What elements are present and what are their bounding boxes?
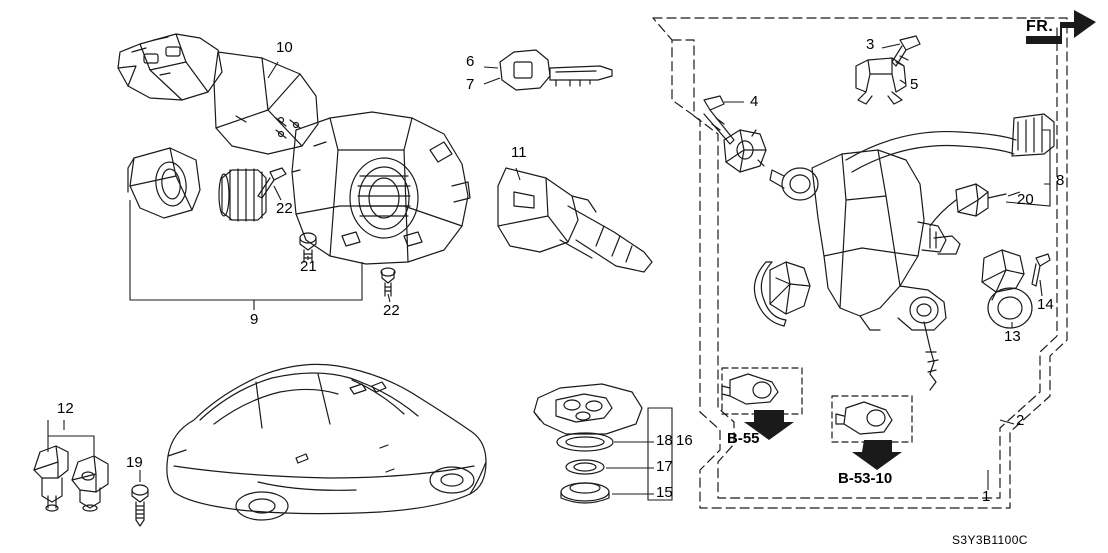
combination-switch-body [214,52,318,154]
steering-column-cover [128,148,200,218]
remote-cover [561,483,609,503]
callout-6: 6 [466,53,475,70]
wiper-switch-lever [498,168,652,272]
bracket-5 [856,58,906,104]
vehicle-outline [167,364,486,520]
callout-19: 19 [126,454,143,471]
callout-18: 18 [656,432,673,449]
reference-arrow-b5310 [852,440,902,470]
clamp-collar-upper [724,130,766,172]
callout-2: 2 [1016,412,1025,429]
cable-reel-body [292,112,470,264]
latch-switch-a [34,446,68,511]
reference-label-b53-10: B-53-10 [838,470,893,487]
immobilizer-ring-13 [982,250,1032,328]
callout-5: 5 [910,76,919,93]
callout-17: 17 [656,458,673,475]
front-direction-label: FR. [1026,18,1054,35]
remote-case-back [557,433,613,451]
keyless-remote [534,384,642,434]
callout-12: 12 [57,400,74,417]
ignition-key [500,50,612,90]
callout-13: 13 [1004,328,1021,345]
callout-9: 9 [250,311,259,328]
callout-7: 7 [466,76,475,93]
screw-22-lower [381,268,395,296]
callout-4: 4 [750,93,759,110]
bolt-3 [892,36,920,66]
callout-22-upper: 22 [276,200,293,217]
callout-16: 16 [676,432,693,449]
latch-switch-b [72,456,108,511]
remote-battery [566,460,604,474]
callout-8: 8 [1056,172,1065,189]
callout-1: 1 [982,488,991,505]
callout-3: 3 [866,36,875,53]
drawing-part-number: S3Y3B1100C [952,533,1028,547]
callout-20: 20 [1017,191,1034,208]
callout-14: 14 [1037,296,1054,313]
callout-11: 11 [511,144,527,161]
ignition-switch-body [770,150,946,390]
combination-switch-left-lever [118,34,222,100]
screw-14 [1032,254,1050,286]
callout-21: 21 [300,258,317,275]
detail-b5310-part [836,402,892,434]
detail-b55-part [722,374,778,404]
reference-label-b55: B-55 [727,430,760,447]
clamp-collar-lower [770,262,810,314]
callout-15: 15 [656,484,673,501]
leader-lines [48,44,1050,500]
screw-19 [132,485,148,526]
callout-10: 10 [276,39,293,56]
callout-22-lower: 22 [383,302,400,319]
wiring-harness [846,114,1054,254]
